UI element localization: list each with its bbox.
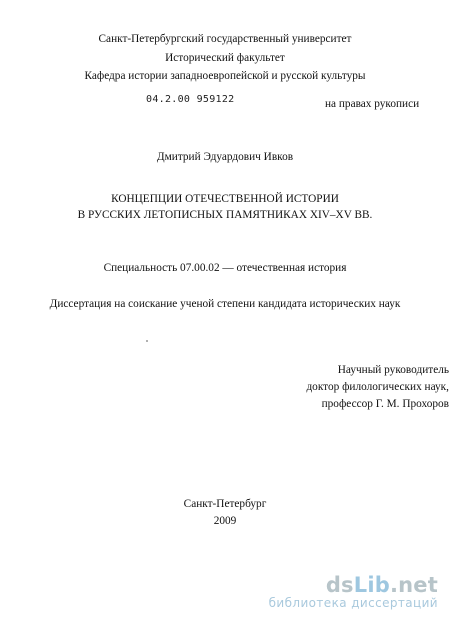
supervisor-name: профессор Г. М. Прохоров — [321, 398, 449, 410]
manuscript-rights: на правах рукописи — [325, 98, 420, 110]
watermark-logo-lib: Lib — [353, 573, 390, 597]
faculty-name: Исторический факультет — [165, 52, 285, 64]
dslib-watermark — [269, 574, 438, 611]
department-name: Кафедра истории западноевропейской и русской культуры — [84, 70, 366, 82]
watermark-logo-net: .net — [389, 573, 438, 597]
supervisor-degree: доктор филологических наук, — [306, 381, 449, 393]
author-name: Дмитрий Эдуардович Ивков — [156, 151, 294, 163]
watermark-logo — [269, 574, 438, 596]
title-line-1: КОНЦЕПЦИИ ОТЕЧЕСТВЕННОЙ ИСТОРИИ — [111, 193, 339, 205]
city: Санкт-Петербург — [183, 498, 267, 510]
specialty: Специальность 07.00.02 — отечественная история — [103, 262, 347, 274]
watermark-logo-ds: ds — [325, 573, 354, 597]
watermark-subtitle: библиотека диссертаций — [268, 596, 438, 610]
supervisor-role: Научный руководитель — [337, 364, 449, 376]
title-line-2: В РУССКИХ ЛЕТОПИСНЫХ ПАМЯТНИКАХ XIV–XV ВВ. — [77, 209, 373, 221]
degree-statement: Диссертация на соискание ученой степени кандидата исторических наук — [49, 298, 401, 310]
university-name: Санкт-Петербургский государственный университет — [98, 33, 352, 45]
year: 2009 — [213, 515, 237, 527]
catalog-stamp: 04.2.00 959122 — [146, 94, 235, 105]
scan-speck — [146, 340, 148, 342]
